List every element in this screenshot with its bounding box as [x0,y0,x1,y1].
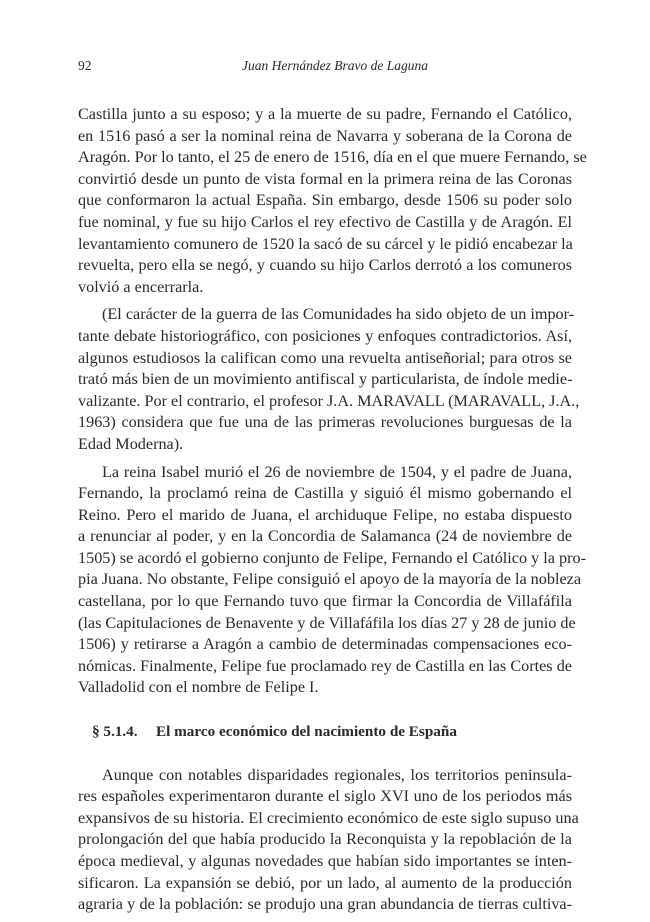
text-line: en 1516 pasó a ser la nominal reina de Navarra y soberana de la Corona de [78,126,572,145]
text-line: Aragón. Por lo tanto, el 25 de enero de 1516, día en el que muere Fernando, se [78,148,587,167]
text-line: La reina Isabel murió el 26 de noviembre de 1504, y el padre de Juana, [102,462,572,481]
text-line: 1963) considera que fue una de las primeras revoluciones burguesas de la [78,413,572,432]
text-line: 1505) se acordó el gobierno conjunto de Felipe, Fernando el Católico y la pro- [78,548,586,567]
paragraph-1 [78,104,587,298]
text-line: Edad Moderna). [78,434,184,453]
text-line: valizante. Por el contrario, el profesor J.A. MARAVALL (MARAVALL, J.A., [78,391,580,410]
running-title: Juan Hernández Bravo de Laguna [242,58,428,73]
text-line: levantamiento comunero de 1520 la sacó de su cárcel y le pidió encabezar la [78,234,573,253]
text-line: prolongación del que había producido la Reconquista y la repoblación de la [78,830,572,849]
text-line: sificaron. La expansión se debió, por un lado, al aumento de la producción [78,873,572,892]
running-header [78,56,572,76]
text-line: (El carácter de la guerra de las Comunidades ha sido objeto de un impor- [102,305,575,324]
text-line: 1506) y retirarse a Aragón a cambio de determinadas compensaciones eco- [78,635,572,654]
text-line: Fernando, la proclamó reina de Castilla y siguió él mismo gobernando el [78,484,572,503]
section-title: El marco económico del nacimiento de España [156,723,457,741]
text-line: a renunciar al poder, y en la Concordia de Salamanca (24 de noviembre de [78,527,572,546]
text-line: tante debate historiográfico, con posiciones y enfoques contradictorios. Así, [78,326,572,345]
text-line: volvió a encerrarla. [78,277,204,296]
paragraph-4 [78,765,579,916]
text-line: Valladolid con el nombre de Felipe I. [78,678,319,697]
text-line: Aunque con notables disparidades regionales, los territorios peninsula- [102,765,572,784]
text-line: trató más bien de un movimiento antifiscal y particularista, de índole medie- [78,370,573,389]
text-line: pia Juana. No obstante, Felipe consiguió el apoyo de la mayoría de la nobleza [78,570,582,589]
text-line: convirtió desde un punto de vista formal en la primera reina de las Coronas [78,169,572,188]
section-number: § 5.1.4. [92,723,138,741]
section-heading [78,721,572,743]
text-line: Reino. Pero el marido de Juana, el archiduque Felipe, no estaba dispuesto [78,505,572,524]
text-line: expansivos de su historia. El crecimiento económico de este siglo supuso una [78,808,579,827]
body-text [78,104,587,922]
paragraph-3 [78,462,586,700]
text-line: fue nominal, y fue su hijo Carlos el rey efectivo de Castilla y de Aragón. El [78,212,572,231]
text-line: res españoles experimentaron durante el siglo XVI uno de los periodos más [78,787,572,806]
page-number: 92 [78,58,92,73]
text-line: agraria y de la población: se produjo una gran abundancia de tierras cultiva- [78,895,572,914]
text-line: época medieval, y algunas novedades que habían sido importantes se inten- [78,852,572,870]
text-line: (las Capitulaciones de Benavente y de Villafáfila los días 27 y 28 de junio de [78,613,576,632]
text-line: algunos estudiosos la califican como una revuelta antiseñorial; para otros se [78,348,572,367]
paragraph-2 [78,304,580,455]
text-line: revuelta, pero ella se negó, y cuando su hijo Carlos derrotó a los comuneros [78,256,572,275]
text-line: nómicas. Finalmente, Felipe fue proclamado rey de Castilla en las Cortes de [78,656,572,675]
text-line: castellana, por lo que Fernando tuvo que firmar la Concordia de Villafáfila [78,592,572,611]
text-line: que conformaron la actual España. Sin embargo, desde 1506 su poder solo [78,191,572,210]
text-line: Castilla junto a su esposo; y a la muerte de su padre, Fernando el Católico, [78,105,572,123]
